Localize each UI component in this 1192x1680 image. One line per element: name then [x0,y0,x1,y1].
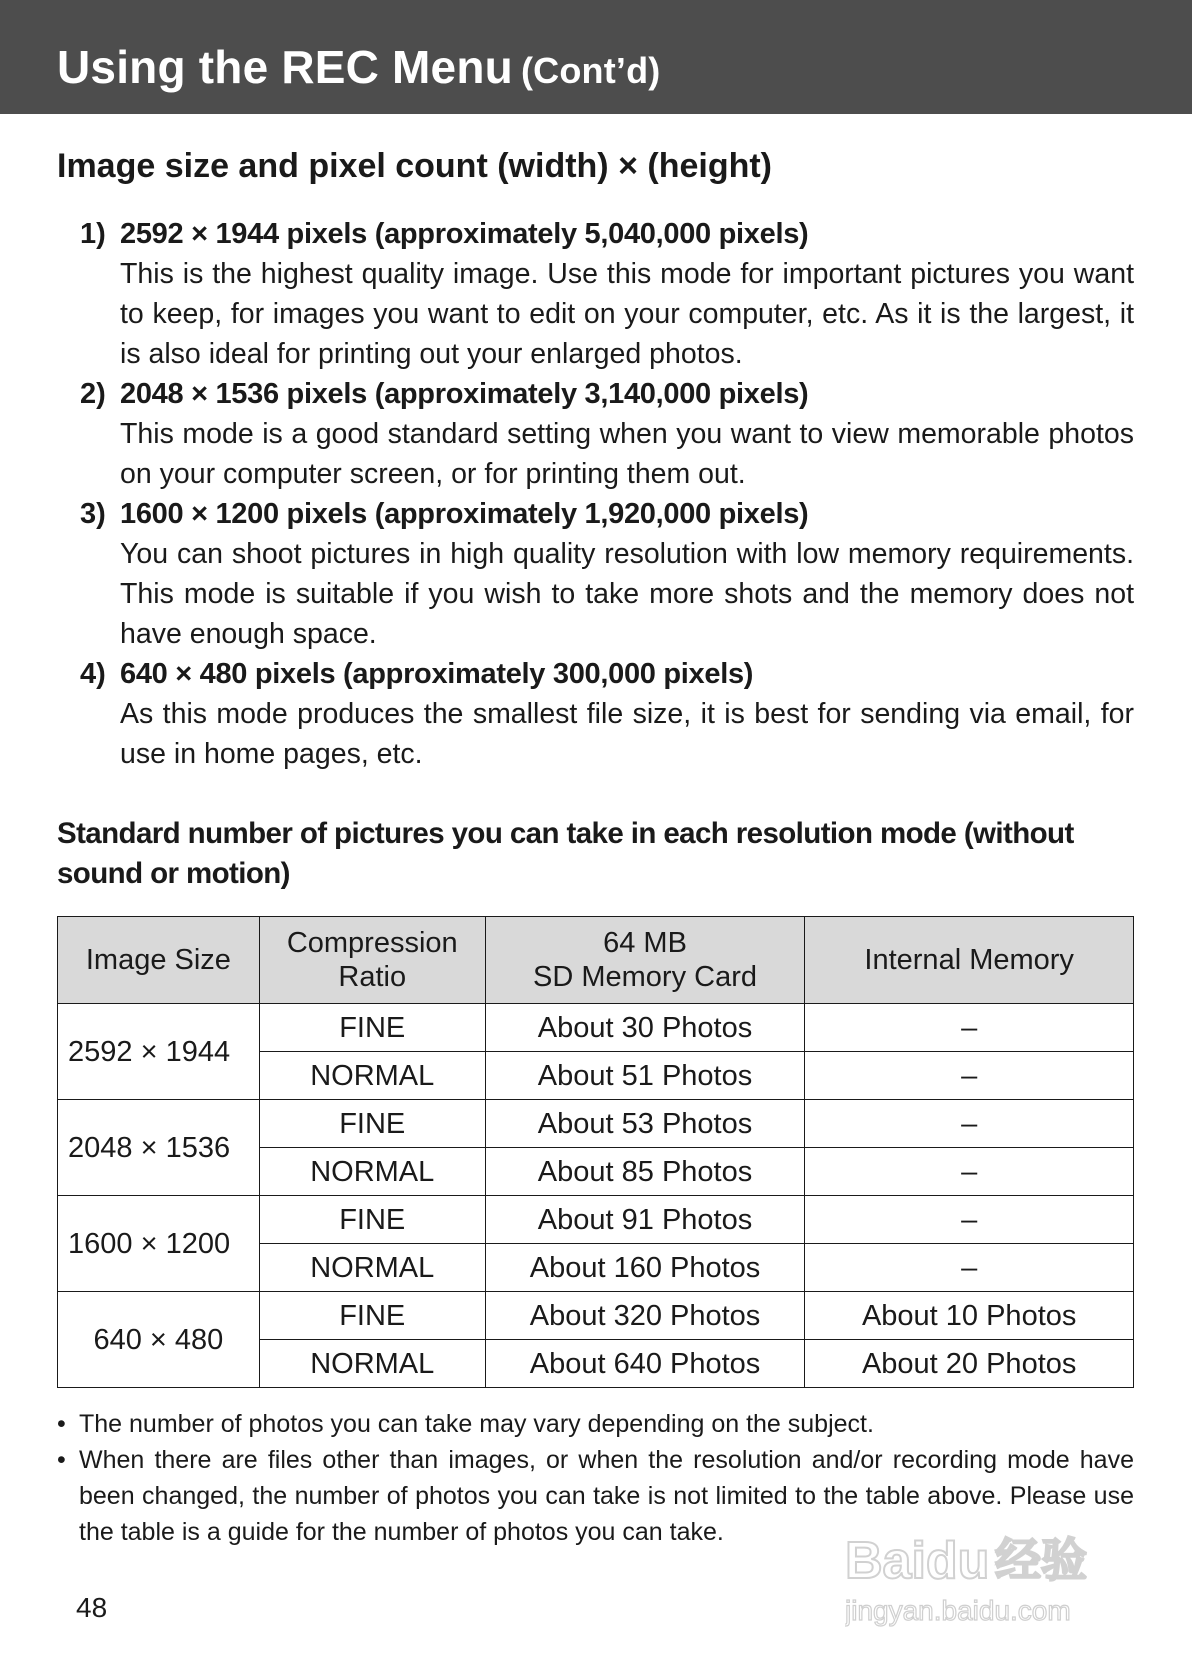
cell-ratio: FINE [259,1100,485,1148]
table-row [58,1292,1134,1340]
item-description: You can shoot pictures in high quality resolution with low memory requirements. This mode is suitable if you wish to take more shots and the memory does not have enough space. [120,538,1134,650]
cell-ratio: NORMAL [259,1148,485,1196]
cell-internal: About 20 Photos [805,1340,1134,1388]
cell-internal: – [805,1244,1134,1292]
resolution-list [80,214,1134,774]
item-number: 3) [80,498,106,530]
watermark-brand-cn: 经验 [995,1533,1087,1587]
header-image-size: Image Size [58,917,260,1004]
cell-ratio: FINE [259,1292,485,1340]
table-row [58,1004,1134,1052]
title-text: Using the REC Menu [57,41,513,93]
item-description: This mode is a good standard setting when you want to view memorable photos on your computer screen, or for printing them out. [120,418,1134,490]
bullet-icon: • [57,1446,66,1474]
watermark-brand: Baidu [845,1532,990,1590]
title-suffix: (Cont’d) [520,50,661,91]
table-header-row [58,917,1134,1004]
list-item [80,494,1134,654]
item-description: As this mode produces the smallest file size, it is best for sending via email, for use in home pages, etc. [120,698,1134,770]
cell-card: About 160 Photos [485,1244,805,1292]
bullet-icon: • [57,1410,66,1438]
cell-card: About 640 Photos [485,1340,805,1388]
note-item: • When there are files other than images, or when the resolution and/or recording mode have been changed, the number of photos you can take is not limited to the table above. Please use the table is a guide for the number of photos you can take. [57,1442,1134,1550]
cell-internal: – [805,1052,1134,1100]
cell-ratio: NORMAL [259,1052,485,1100]
cell-ratio: FINE [259,1004,485,1052]
list-item [80,374,1134,494]
table-title: Standard number of pictures you can take in each resolution mode (without sound or motion) [57,817,1074,890]
note-item: • The number of photos you can take may vary depending on the subject. [57,1406,1134,1442]
header-compression-ratio: Compression Ratio [259,917,485,1004]
cell-card: About 320 Photos [485,1292,805,1340]
cell-card: About 51 Photos [485,1052,805,1100]
cell-card: About 30 Photos [485,1004,805,1052]
cell-card: About 85 Photos [485,1148,805,1196]
watermark-url: jingyan.baidu.com [845,1595,1071,1626]
cell-card: About 53 Photos [485,1100,805,1148]
item-number: 4) [80,658,106,690]
cell-ratio: FINE [259,1196,485,1244]
list-item [80,654,1134,774]
cell-image-size: 640 × 480 [58,1292,260,1388]
cell-internal: – [805,1004,1134,1052]
section-title: Image size and pixel count (width) × (height) [57,147,772,185]
item-heading: 1600 × 1200 pixels (approximately 1,920,000 pixels) [120,498,809,530]
page-header [0,0,1192,114]
cell-card: About 91 Photos [485,1196,805,1244]
item-number: 2) [80,378,106,410]
list-item [80,214,1134,374]
cell-internal: About 10 Photos [805,1292,1134,1340]
cell-internal: – [805,1100,1134,1148]
cell-internal: – [805,1148,1134,1196]
item-description: This is the highest quality image. Use this mode for important pictures you want to keep, for images you want to edit on your computer, etc. As it is the largest, it is also ideal for printing out your enlarged photos. [120,258,1134,370]
cell-internal: – [805,1196,1134,1244]
header-sd-card: 64 MB SD Memory Card [485,917,805,1004]
cell-image-size: 2592 × 1944 [58,1004,260,1100]
page-title [57,40,661,94]
baidu-watermark-logo [845,1508,1115,1638]
cell-ratio: NORMAL [259,1340,485,1388]
cell-image-size: 2048 × 1536 [58,1100,260,1196]
table-row [58,1100,1134,1148]
resolution-table [57,916,1134,1388]
item-number: 1) [80,218,106,250]
cell-image-size: 1600 × 1200 [58,1196,260,1292]
header-internal-memory: Internal Memory [805,917,1134,1004]
table-row [58,1196,1134,1244]
item-heading: 2592 × 1944 pixels (approximately 5,040,000 pixels) [120,218,809,250]
page-number: 48 [76,1592,108,1623]
cell-ratio: NORMAL [259,1244,485,1292]
item-heading: 640 × 480 pixels (approximately 300,000 pixels) [120,658,754,690]
item-heading: 2048 × 1536 pixels (approximately 3,140,000 pixels) [120,378,809,410]
